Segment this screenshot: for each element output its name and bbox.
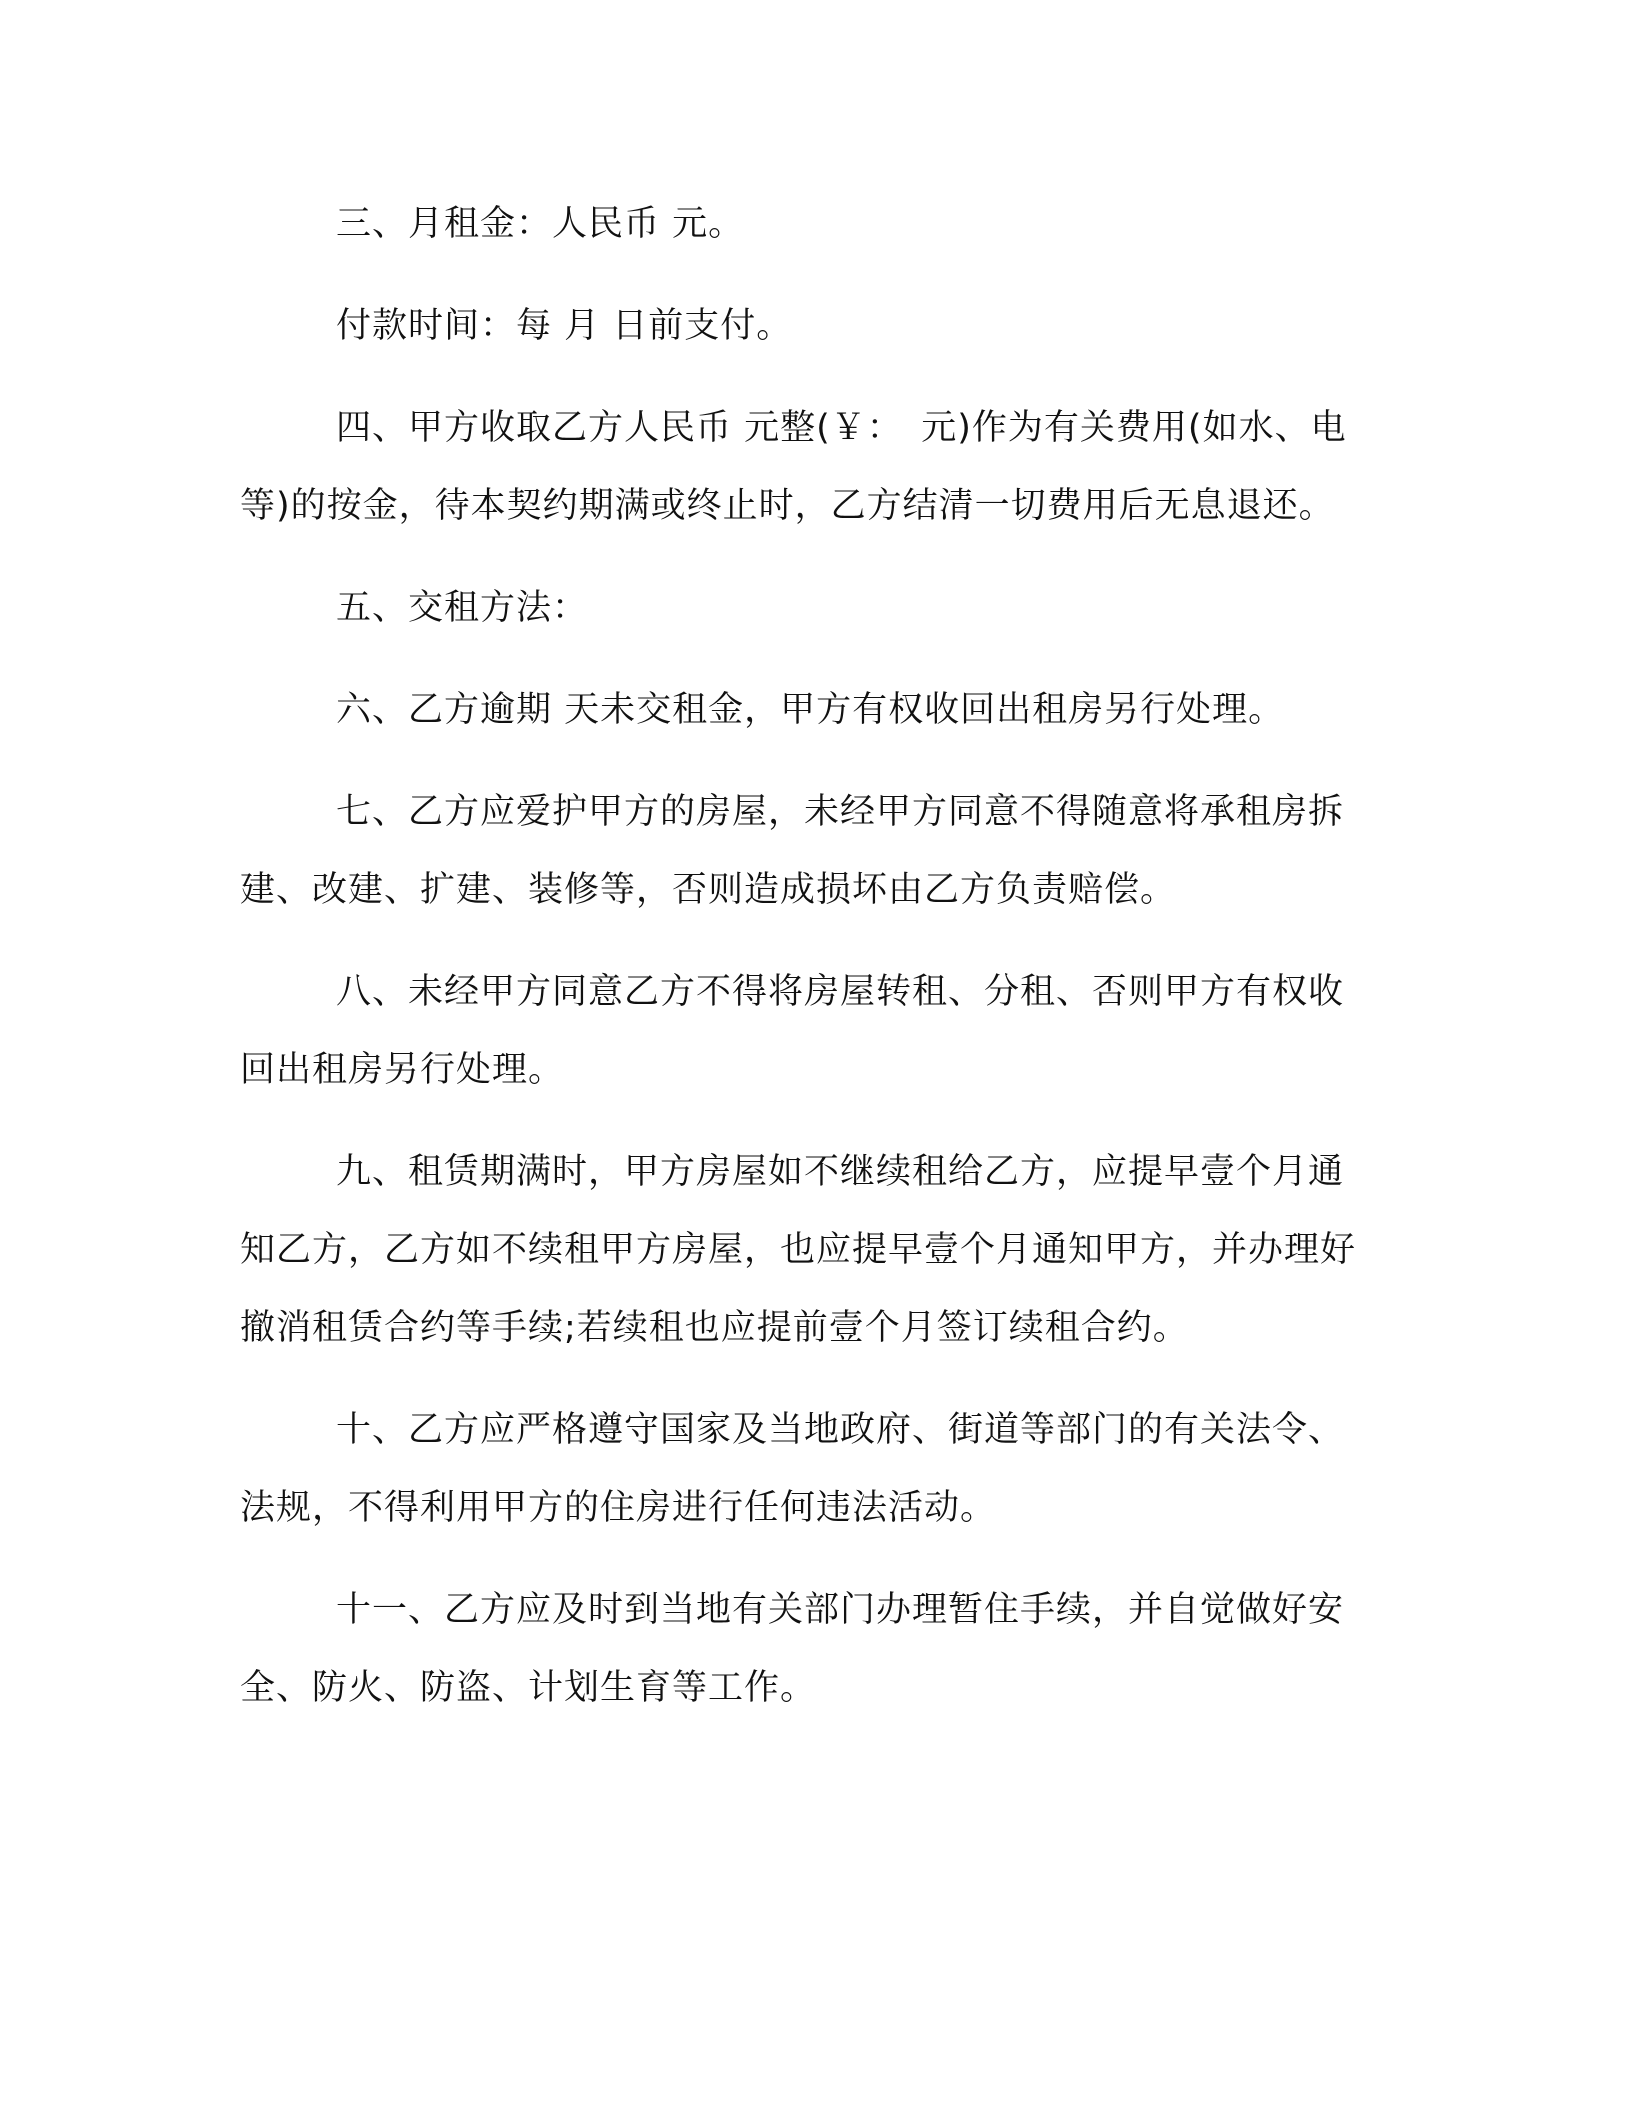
clause-9-expiry: 九、租赁期满时，甲方房屋如不继续租给乙方，应提早壹个月通知乙方，乙方如不续租甲方房屋，也应提早壹个月通知甲方，并办理好撤消租赁合约等手续;若续租也应提前壹个月签订续租合约。 xyxy=(240,1152,1357,1348)
payment-time: 付款时间：每 月 日前支付。 xyxy=(336,306,793,346)
clause-7-care: 七、乙方应爱护甲方的房屋，未经甲方同意不得随意将承租房拆建、改建、扩建、装修等，否则造成损坏由乙方负责赔偿。 xyxy=(240,792,1345,910)
clause-6-overdue: 六、乙方逾期 天未交租金，甲方有权收回出租房另行处理。 xyxy=(336,690,1285,730)
clause-5-payment-method: 五、交租方法： xyxy=(336,588,589,628)
clause-11-registration: 十一、乙方应及时到当地有关部门办理暂住手续，并自觉做好安全、防火、防盗、计划生育等工作。 xyxy=(240,1590,1345,1708)
clause-10-law: 十、乙方应严格遵守国家及当地政府、街道等部门的有关法令、法规，不得利用甲方的住房进行任何违法活动。 xyxy=(240,1410,1345,1528)
clause-4-deposit: 四、甲方收取乙方人民币 元整(￥： 元)作为有关费用(如水、电等)的按金，待本契约期满或终止时，乙方结清一切费用后无息退还。 xyxy=(240,408,1347,526)
clause-3-rent: 三、月租金：人民币 元。 xyxy=(336,204,745,244)
document-body xyxy=(240,185,1375,1751)
clause-8-sublet: 八、未经甲方同意乙方不得将房屋转租、分租、否则甲方有权收回出租房另行处理。 xyxy=(240,972,1345,1090)
